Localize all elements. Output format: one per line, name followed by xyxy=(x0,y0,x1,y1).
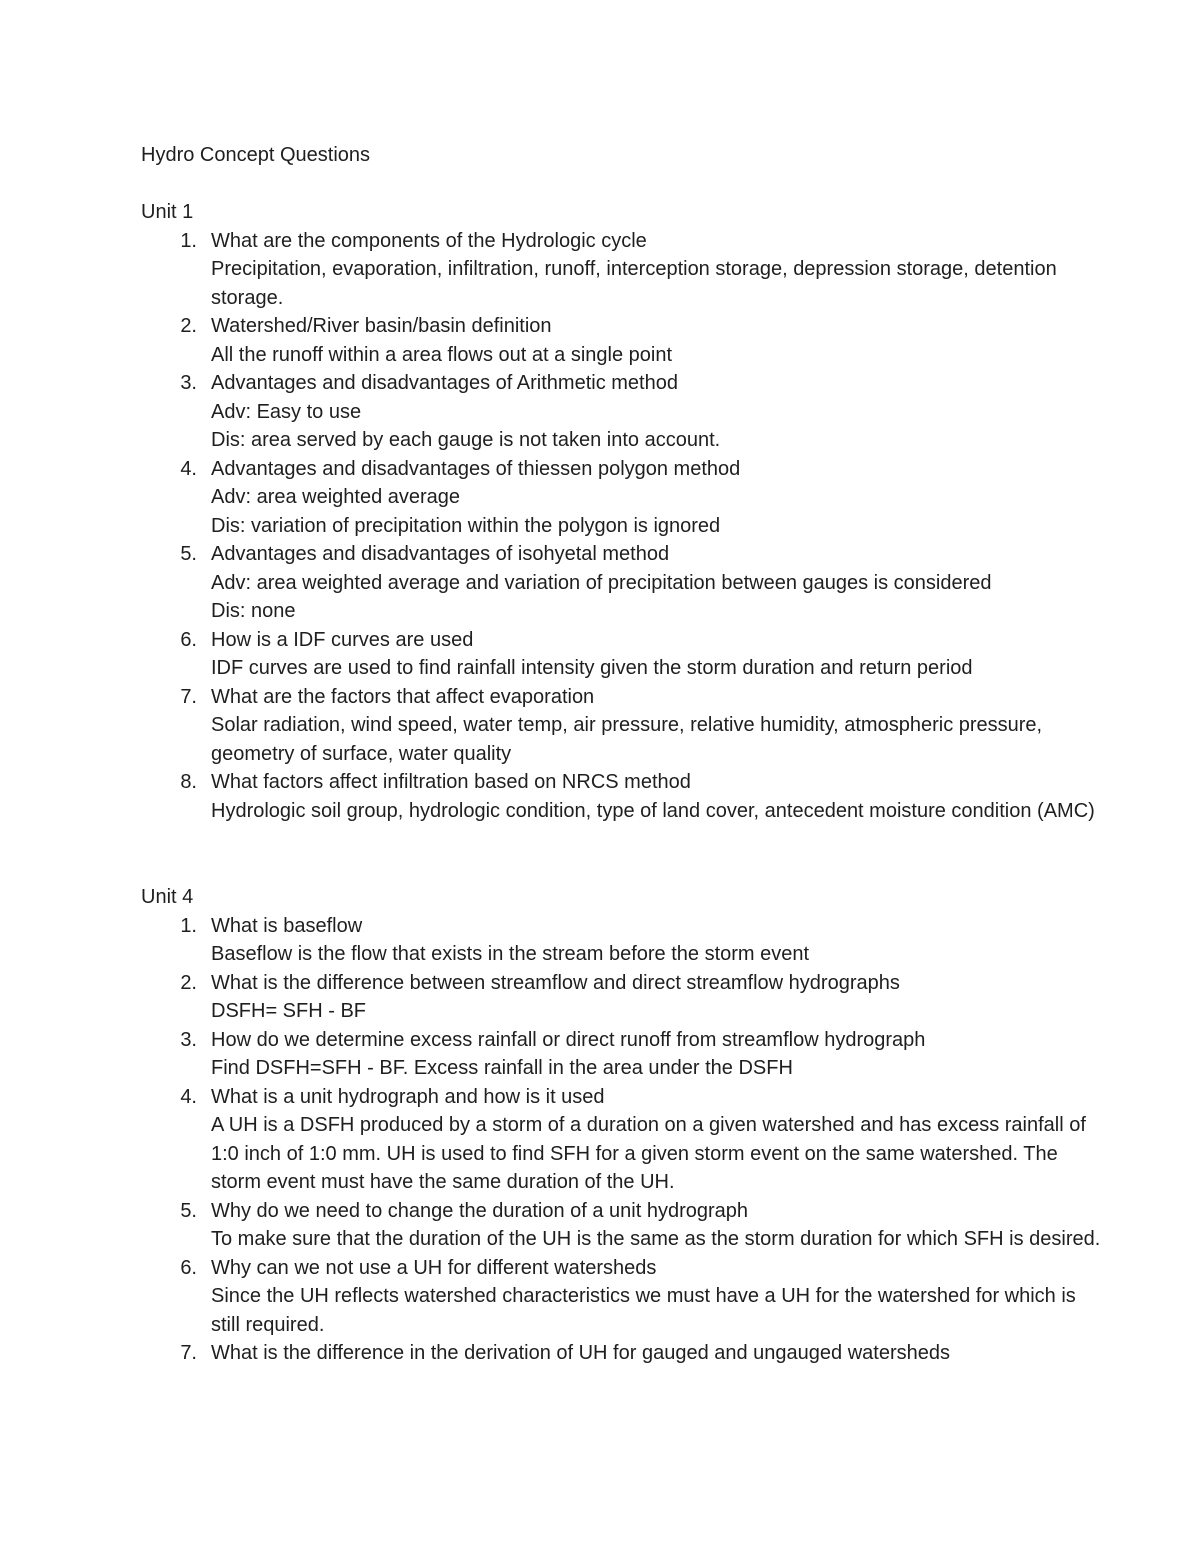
question-item xyxy=(141,1026,1101,1083)
question-text: What is the difference between streamflow and direct streamflow hydrographs xyxy=(211,971,900,994)
question-item xyxy=(141,768,1101,825)
question-number: 4. xyxy=(180,457,197,480)
answer-text: Precipitation, evaporation, infiltration, runoff, interception storage, depression storage, detention storage. xyxy=(211,258,1057,309)
unit-heading: Unit 1 xyxy=(141,201,194,223)
question-item xyxy=(141,1083,1101,1197)
question-number: 5. xyxy=(180,1199,197,1222)
question-number: 2. xyxy=(180,315,197,337)
question-text: Advantages and disadvantages of isohyetal method xyxy=(211,543,670,565)
question-number: 8. xyxy=(180,771,197,793)
answer-text: Adv: area weighted average and variation of precipitation between gauges is considered xyxy=(211,571,992,594)
answer-text: Baseflow is the flow that exists in the stream before the storm event xyxy=(211,943,810,965)
question-number: 7. xyxy=(180,685,197,708)
answer-text: Hydrologic soil group, hydrologic condition, type of land cover, antecedent moisture condition (AMC) xyxy=(211,799,1095,822)
question-number: 7. xyxy=(180,1342,197,1364)
question-number: 2. xyxy=(180,971,197,994)
question-number: 5. xyxy=(180,543,197,565)
question-number: 6. xyxy=(180,1256,197,1279)
question-list xyxy=(141,227,1101,826)
unit-heading: Unit 4 xyxy=(141,886,194,908)
question-text: Watershed/River basin/basin definition xyxy=(211,315,552,337)
unit-section-1 xyxy=(141,198,1101,825)
question-item xyxy=(141,969,1101,1026)
question-number: 1. xyxy=(180,229,197,252)
answer-text: Dis: none xyxy=(211,600,296,622)
question-item xyxy=(141,1197,1101,1254)
question-text: Why do we need to change the duration of a unit hydrograph xyxy=(211,1199,749,1222)
question-number: 3. xyxy=(180,1028,197,1051)
answer-text: Find DSFH=SFH - BF. Excess rainfall in the area under the DSFH xyxy=(211,1057,793,1079)
answer-text: A UH is a DSFH produced by a storm of a duration on a given watershed and has excess rainfall of 1:0 inch of 1:0 mm. UH is used to find SFH for a given storm event on the same watershed. The storm event must have the same duration of the UH. xyxy=(211,1114,1086,1193)
question-text: What is baseflow xyxy=(211,914,363,937)
question-text: Advantages and disadvantages of Arithmetic method xyxy=(211,372,678,394)
answer-text: To make sure that the duration of the UH is the same as the storm duration for which SFH is desired. xyxy=(211,1228,1101,1250)
question-text: What factors affect infiltration based on NRCS method xyxy=(211,771,691,793)
question-text: What is a unit hydrograph and how is it used xyxy=(211,1085,605,1108)
question-list xyxy=(141,912,1101,1368)
question-number: 4. xyxy=(180,1085,197,1108)
question-number: 6. xyxy=(180,628,197,651)
unit-section-4 xyxy=(141,883,1101,1368)
question-item xyxy=(141,1339,1101,1368)
question-item xyxy=(141,455,1101,541)
question-item xyxy=(141,312,1101,369)
answer-text: Adv: Easy to use xyxy=(211,400,362,423)
answer-text: IDF curves are used to find rainfall intensity given the storm duration and return period xyxy=(211,657,973,679)
question-text: Advantages and disadvantages of thiessen polygon method xyxy=(211,457,741,480)
answer-text: DSFH= SFH - BF xyxy=(211,1000,367,1022)
question-text: How do we determine excess rainfall or direct runoff from streamflow hydrograph xyxy=(211,1028,926,1051)
question-number: 1. xyxy=(180,914,197,937)
question-item xyxy=(141,626,1101,683)
question-text: What is the difference in the derivation of UH for gauged and ungauged watersheds xyxy=(211,1342,950,1364)
answer-text: Since the UH reflects watershed characteristics we must have a UH for the watershed for which is still required. xyxy=(211,1285,1076,1336)
question-item xyxy=(141,683,1101,769)
answer-text: Adv: area weighted average xyxy=(211,486,461,508)
question-item xyxy=(141,227,1101,313)
question-item xyxy=(141,1254,1101,1340)
question-text: How is a IDF curves are used xyxy=(211,628,474,651)
answer-text: Dis: variation of precipitation within the polygon is ignored xyxy=(211,514,721,537)
document-title: Hydro Concept Questions xyxy=(141,144,371,166)
question-text: Why can we not use a UH for different watersheds xyxy=(211,1256,657,1279)
question-item xyxy=(141,540,1101,626)
question-text: What are the factors that affect evaporation xyxy=(211,685,595,708)
question-item xyxy=(141,912,1101,969)
answer-text: Solar radiation, wind speed, water temp, air pressure, relative humidity, atmospheric pressure, geometry of surface, water quality xyxy=(211,714,1043,765)
answer-text: All the runoff within a area flows out at a single point xyxy=(211,343,673,366)
question-item xyxy=(141,369,1101,455)
question-number: 3. xyxy=(180,372,197,394)
question-text: What are the components of the Hydrologic cycle xyxy=(211,229,647,252)
answer-text: Dis: area served by each gauge is not taken into account. xyxy=(211,429,721,451)
